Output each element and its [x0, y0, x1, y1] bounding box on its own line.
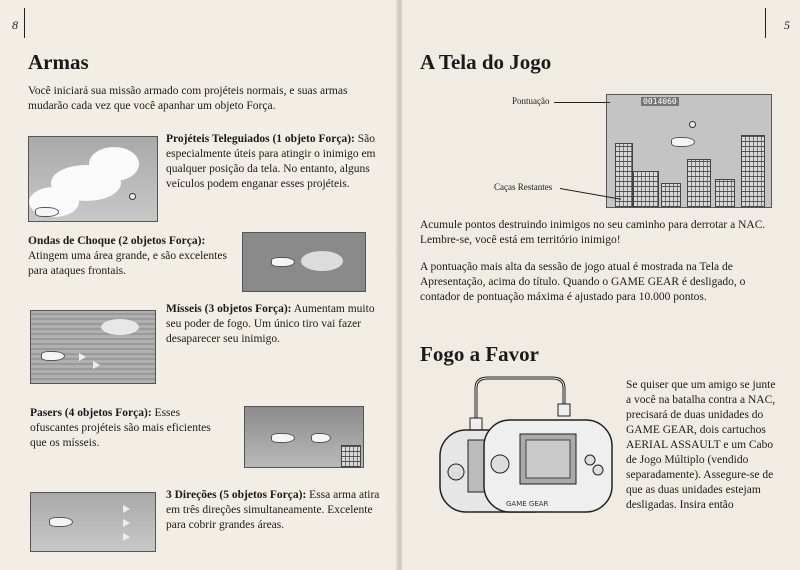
- weapon-2-name: Ondas de Choque (2 objetos Força):: [28, 235, 206, 247]
- page-number-right: 5: [784, 18, 790, 32]
- weapon-3: [166, 302, 388, 347]
- score-pointer: [554, 102, 610, 103]
- game-gear-link-illustration: [432, 374, 614, 564]
- weapon-1: [166, 132, 386, 192]
- page-number-left: 8: [12, 18, 18, 32]
- label-score: Pontuação: [512, 96, 550, 106]
- weapon-2: [28, 234, 238, 279]
- game-gear-front: [484, 420, 612, 512]
- section-title-armas: Armas: [28, 50, 89, 74]
- screenshot-homing: [28, 136, 158, 222]
- game-gear-logo-mark: GAME GEAR: [506, 500, 549, 508]
- right-page: [402, 0, 800, 570]
- score-paragraph: Acumule pontos destruindo inimigos no seu caminho para derrotar a NAC. Lembre-se, você está em território inimigo!: [420, 219, 766, 246]
- weapon-1-name: Projéteis Teleguiados (1 objeto Força):: [166, 133, 355, 145]
- section-title-fogo-a-favor: Fogo a Favor: [420, 342, 539, 366]
- screenshot-3-directions: [30, 492, 156, 552]
- weapon-3-name: Mísseis (3 objetos Força):: [166, 303, 292, 315]
- intro-text: Você iniciará sua missão armado com projéteis normais, e suas armas mudarão cada vez que você apanhar um objeto Força.: [28, 85, 348, 112]
- weapon-5-desc: Essa arma atira em três direções simultaneamente. Excelente para cobrir grandes áreas.: [166, 489, 380, 531]
- weapon-2-desc: Atingem uma área grande, e são excelentes para ataques frontais.: [28, 250, 227, 277]
- weapon-4-name: Pasers (4 objetos Força):: [30, 407, 152, 419]
- weapon-5: [166, 488, 388, 533]
- margin-tick-right: [765, 8, 766, 38]
- screenshot-pasers: [244, 406, 364, 468]
- screenshot-missiles: [30, 310, 156, 384]
- weapon-1-desc: São especialmente úteis para atingir o inimigo em qualquer posição da tela. No entanto, alguns veículos podem enganar esses projéteis.: [166, 133, 376, 190]
- weapon-3-desc: Aumentam muito seu poder de fogo. Um único tiro vai fazer desaparecer seu inimigo.: [166, 303, 375, 345]
- game-screen-image: [606, 94, 772, 208]
- weapon-5-name: 3 Direções (5 objetos Força):: [166, 489, 307, 501]
- screenshot-shockwave: [242, 232, 366, 292]
- highscore-paragraph: A pontuação mais alta da sessão de jogo atual é mostrada na Tela de Apresentação, acima do título. Quando o GAME GEAR é desligado, o contador de pontuação máxima é ajustado para 10.000 pontos.: [420, 261, 746, 303]
- multiplayer-paragraph: Se quiser que um amigo se junte a você na batalha contra a NAC, precisará de duas unidades do GAME GEAR, dois cartuchos AERIAL ASSAULT e um Cabo de Jogo Múltiplo (vendido separadamente). Assegure-se de que as duas unidades estejam desligadas. Insira então: [626, 379, 776, 511]
- margin-tick: [24, 8, 25, 38]
- weapon-4: [30, 406, 230, 451]
- screen-score-readout: 0014060: [643, 97, 677, 106]
- label-lives: Caças Restantes: [494, 182, 553, 192]
- left-page: [0, 0, 398, 570]
- section-title-game-screen: A Tela do Jogo: [420, 50, 552, 74]
- weapon-4-desc: Esses ofuscantes projéteis são mais eficientes que os mísseis.: [30, 407, 211, 449]
